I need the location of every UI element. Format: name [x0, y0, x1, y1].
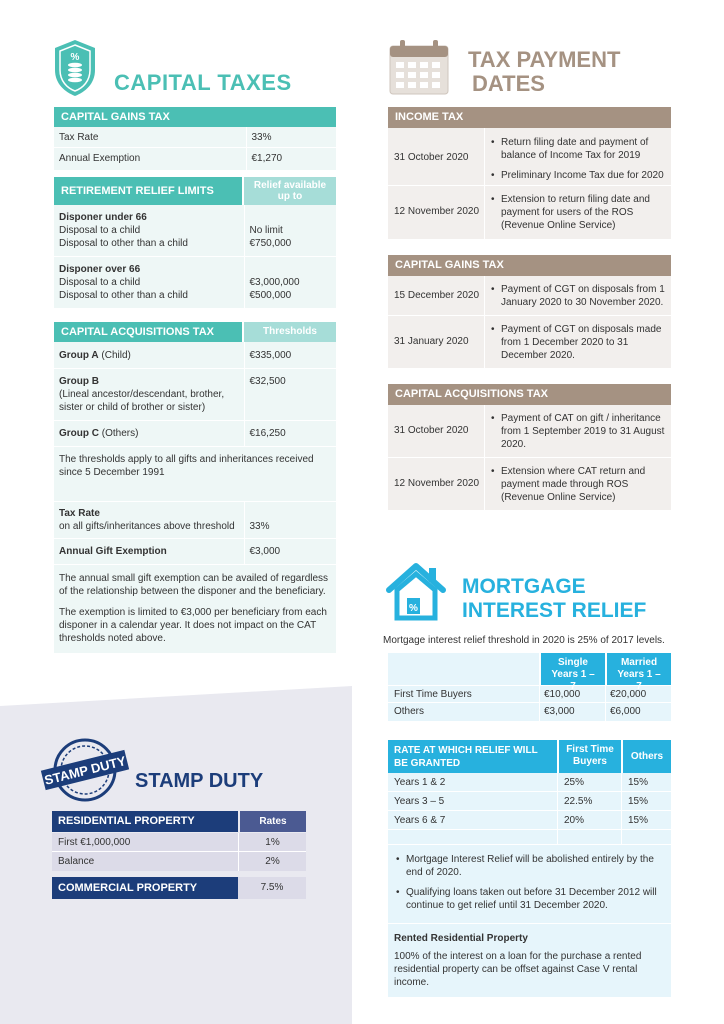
residential-property-table: [52, 811, 306, 871]
capital-acquisitions-tax-table: [54, 322, 336, 653]
thresholds-col-header: Thresholds: [244, 322, 336, 342]
row-value: €6,000: [605, 703, 671, 721]
single-col-header: Single Years 1 – 7: [541, 653, 605, 685]
date-cell: 31 January 2020: [394, 336, 469, 347]
income-tax-dates-table: [388, 107, 671, 239]
table-row: [388, 830, 671, 845]
row-line: Disposal to a child: [59, 225, 141, 236]
date-items: [484, 405, 671, 457]
disponer-over-66-cell: [54, 257, 244, 309]
table-row: [388, 405, 671, 458]
blank-header: [388, 653, 539, 685]
cat-header: CAPITAL ACQUISITIONS TAX: [54, 322, 242, 342]
row-line: Disposal to other than a child: [59, 238, 188, 249]
row-label: Years 3 – 5: [394, 796, 445, 807]
row-value: 15%: [621, 792, 671, 810]
date-cell: 12 November 2020: [394, 206, 480, 217]
mortgage-threshold-table: [388, 653, 671, 721]
row-line: Disposal to a child: [59, 277, 141, 288]
date-item: • Preliminary Income Tax due for 2020: [489, 169, 667, 182]
rented-title: Rented Residential Property: [394, 933, 528, 944]
table-row: [54, 148, 336, 171]
group-a-value: €335,000: [244, 342, 336, 369]
table-row: [54, 565, 336, 654]
date-item: • Payment of CAT on gift / inheritance from 1 September 2019 to 31 August 2020.: [489, 412, 667, 451]
tax-rate-value: 33%: [244, 502, 336, 539]
small-gift-note: The annual small gift exemption can be availed of regardless of the relationship between the disponer and the beneficiary.: [59, 573, 329, 597]
row-label: Years 1 & 2: [394, 777, 446, 788]
svg-text:%: %: [409, 603, 418, 614]
group-title: Disponer under 66: [59, 212, 147, 223]
date-items: [484, 316, 671, 368]
date-cell: 31 October 2020: [394, 425, 469, 436]
svg-text:%: %: [70, 52, 80, 63]
value-cell: [244, 205, 336, 257]
tax-rate-cell: [54, 502, 244, 539]
row-value: €10,000: [539, 686, 605, 702]
cgt-label: Tax Rate: [59, 132, 99, 143]
table-row: [388, 811, 671, 830]
rate-header: RATE AT WHICH RELIEF WILL BE GRANTED: [388, 740, 557, 773]
others-col-header: Others: [623, 740, 671, 773]
percent-coins-shield-icon: [52, 38, 98, 101]
cgt-label: Annual Exemption: [59, 153, 141, 164]
row-value: 15%: [621, 773, 671, 791]
income-tax-header: INCOME TAX: [388, 107, 671, 128]
table-row: [388, 128, 671, 186]
rates-col-header: Rates: [240, 811, 306, 832]
group-a-cell: [54, 342, 244, 369]
tax-rate-note: on all gifts/inheritances above threshold: [59, 521, 235, 532]
row-label: Years 6 & 7: [394, 815, 446, 826]
first-time-col-header: First Time Buyers: [559, 740, 621, 773]
table-row: [388, 458, 671, 510]
date-item: • Payment of CGT on disposals from 1 January 2020 to 30 November 2020.: [489, 283, 667, 309]
row-label: Others: [394, 706, 425, 717]
group-b-label: Group B: [59, 376, 99, 387]
residential-header: RESIDENTIAL PROPERTY: [52, 811, 238, 832]
cgt-header: CAPITAL GAINS TAX: [54, 107, 336, 127]
married-col-header: Married Years 1 – 7: [607, 653, 671, 685]
table-row: [54, 447, 336, 502]
date-items: [484, 186, 671, 239]
table-row: [388, 685, 671, 703]
date-items: [484, 128, 671, 185]
relief-available-col-header: Relief available up to: [244, 177, 336, 205]
table-row: [54, 421, 336, 447]
empty-cell: [557, 830, 621, 844]
group-b-cell: [54, 369, 244, 421]
table-row: [52, 833, 306, 852]
group-title: Disponer over 66: [59, 264, 141, 275]
house-percent-icon: [385, 560, 447, 625]
mortgage-title-line1: MORTGAGE: [462, 575, 586, 598]
row-value: 15%: [621, 811, 671, 829]
table-row: [54, 539, 336, 565]
row-label: First Time Buyers: [394, 689, 472, 700]
thresholds-note: The thresholds apply to all gifts and inheritances received since 5 December 1991: [59, 454, 314, 478]
mortgage-notes: [388, 845, 671, 924]
retirement-header: RETIREMENT RELIEF LIMITS: [54, 177, 242, 205]
commercial-rate: 7.5%: [238, 877, 306, 899]
date-items: [484, 276, 671, 315]
commercial-header: COMMERCIAL PROPERTY: [52, 877, 238, 899]
mortgage-intro: Mortgage interest relief threshold in 2020 is 25% of 2017 levels.: [383, 635, 665, 646]
exemption-limit-note: The exemption is limited to €3,000 per beneficiary from each disponer in a calendar year. It does not impact on the CAT thresholds noted above.: [59, 607, 327, 644]
commercial-property-row: [52, 877, 306, 899]
row-value: 25%: [557, 773, 621, 791]
group-a-label: Group A: [59, 350, 99, 361]
date-cell: 12 November 2020: [394, 478, 480, 489]
date-item: • Extension to return filing date and payment for users of the ROS (Revenue Online Service): [489, 193, 667, 232]
table-row: [388, 773, 671, 792]
mortgage-note: • Mortgage Interest Relief will be abolished entirely by the end of 2020.: [394, 853, 663, 879]
mortgage-title-line2: INTEREST RELIEF: [462, 599, 647, 622]
table-row: [388, 276, 671, 316]
date-item: • Payment of CGT on disposals made from 1 December 2020 to 31 December 2020.: [489, 323, 667, 362]
row-value: 2%: [238, 852, 306, 871]
table-row: [54, 127, 336, 148]
group-c-note: (Others): [99, 428, 139, 439]
tax-dates-title-line2: DATES: [472, 71, 545, 96]
stamp-duty-title: STAMP DUTY: [135, 770, 264, 792]
annual-gift-label: Annual Gift Exemption: [59, 546, 167, 557]
table-row: [54, 257, 336, 309]
annual-gift-value: €3,000: [244, 539, 336, 565]
row-value: 20%: [557, 811, 621, 829]
stamp-duty-badge-icon: [40, 735, 130, 808]
notes-cell: [54, 565, 336, 654]
relief-rate-table: [388, 740, 671, 997]
table-row: [388, 792, 671, 811]
date-items: [484, 458, 671, 510]
table-row: [54, 369, 336, 421]
row-value: €750,000: [249, 238, 292, 249]
rented-text: 100% of the interest on a loan for the purchase a rented residential property can be offset against Case V rental income.: [394, 951, 642, 988]
tax-dates-title-line1: TAX PAYMENT: [468, 47, 621, 72]
tax-rate-label: Tax Rate: [59, 508, 100, 519]
retirement-relief-table: [54, 177, 336, 308]
row-label: Balance: [58, 856, 95, 867]
cat-dates-header: CAPITAL ACQUISITIONS TAX: [388, 384, 671, 405]
cat-dates-table: [388, 384, 671, 510]
date-item: • Extension where CAT return and payment made through ROS (Revenue Online Service): [489, 465, 667, 504]
cgt-value: €1,270: [246, 148, 336, 171]
group-c-value: €16,250: [244, 421, 336, 447]
row-value: 22.5%: [557, 792, 621, 810]
row-value: €3,000: [539, 703, 605, 721]
row-value: No limit: [249, 225, 283, 236]
date-cell: 31 October 2020: [394, 152, 469, 163]
mortgage-title: [462, 575, 646, 623]
row-value: 1%: [238, 833, 306, 851]
group-c-label: Group C: [59, 428, 99, 439]
cgt-dates-table: [388, 255, 671, 368]
table-row: [388, 186, 671, 239]
table-row: [52, 852, 306, 871]
group-c-cell: [54, 421, 244, 447]
calendar-icon: [388, 38, 450, 99]
cgt-dates-header: CAPITAL GAINS TAX: [388, 255, 671, 276]
table-row: [388, 703, 671, 721]
table-row: [54, 205, 336, 257]
table-row: [388, 316, 671, 368]
empty-cell: [621, 830, 671, 844]
rented-property-box: [388, 924, 671, 997]
group-b-note: (Lineal ancestor/descendant, brother, sister or child of brother or sister): [59, 389, 225, 413]
table-row: [54, 502, 336, 539]
date-item: • Return filing date and payment of balance of Income Tax for 2019: [489, 136, 667, 162]
group-a-note: (Child): [98, 350, 131, 361]
disponer-under-66-cell: [54, 205, 244, 257]
tax-dates-title: [468, 48, 620, 96]
row-line: Disposal to other than a child: [59, 290, 188, 301]
mortgage-note: • Qualifying loans taken out before 31 December 2012 will continue to get relief until 31 December 2020.: [394, 886, 663, 912]
row-value: €3,000,000: [249, 277, 300, 288]
cgt-value: 33%: [246, 127, 336, 148]
group-b-value: €32,500: [244, 369, 336, 421]
row-label: First €1,000,000: [58, 837, 131, 848]
date-cell: 15 December 2020: [394, 290, 480, 301]
row-value: €500,000: [249, 290, 292, 301]
capital-gains-tax-table: [54, 107, 336, 170]
value-cell: [244, 257, 336, 309]
table-row: [54, 342, 336, 369]
capital-taxes-title: CAPITAL TAXES: [114, 70, 292, 95]
stamp-badge-text: STAMP DUTY: [42, 753, 128, 788]
row-value: €20,000: [605, 686, 671, 702]
empty-cell: [388, 830, 557, 844]
